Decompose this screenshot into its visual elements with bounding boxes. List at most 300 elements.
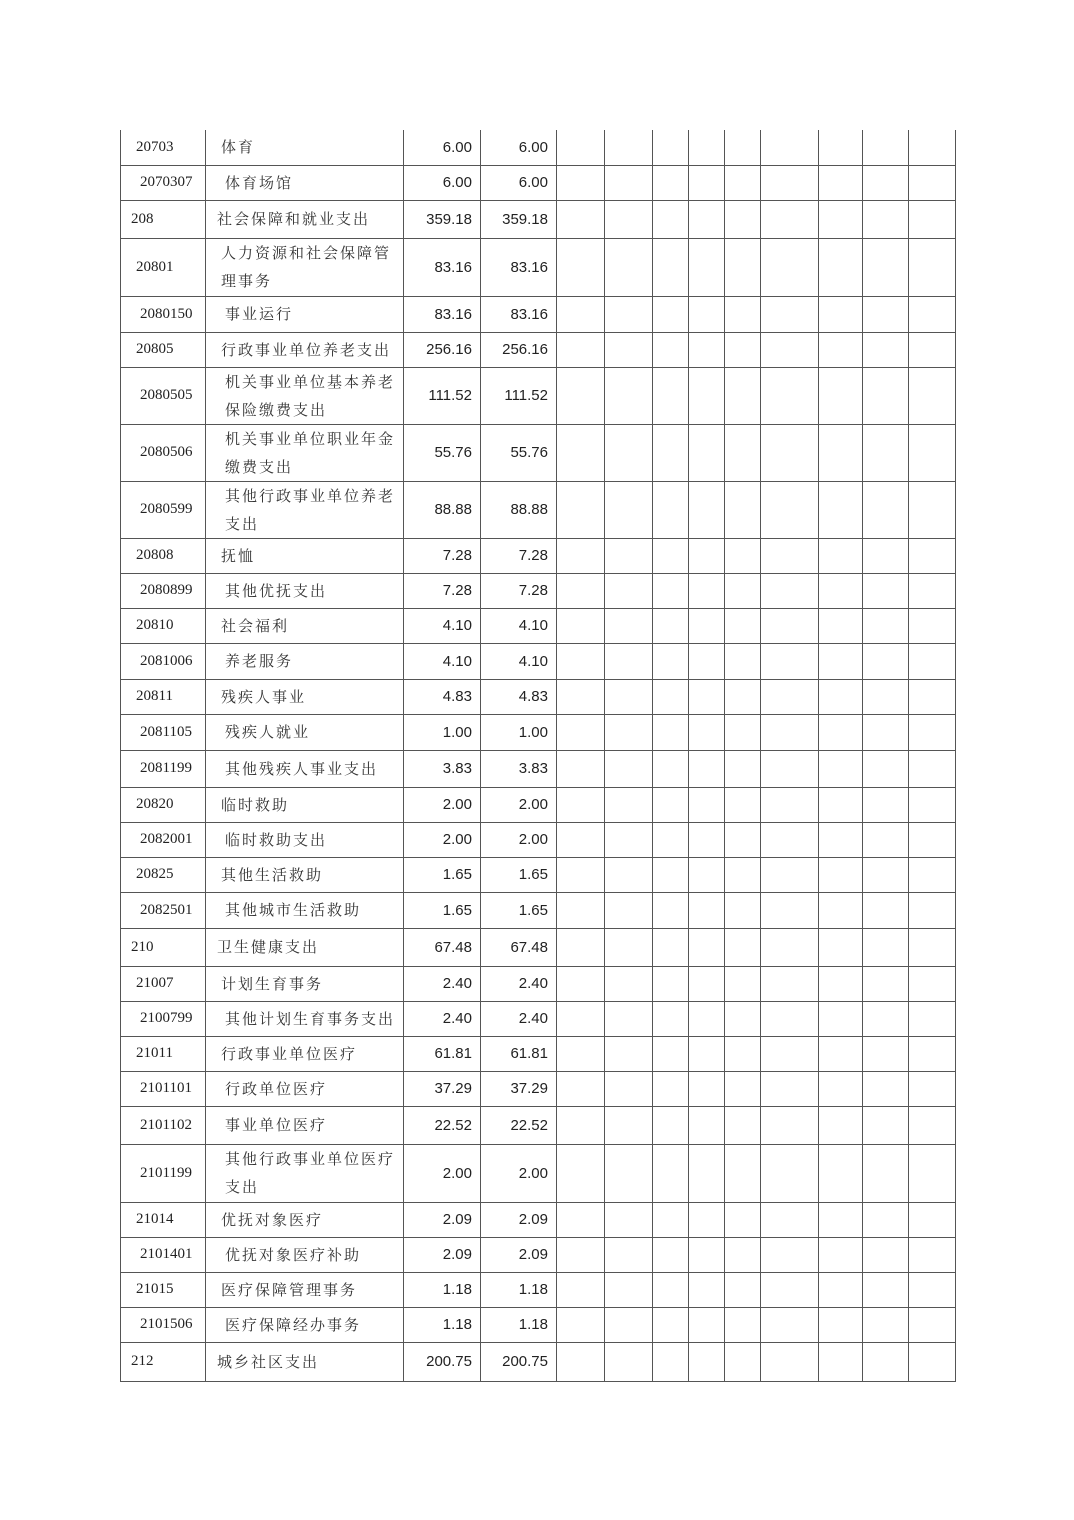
basic-expenditure-cell: 1.65 (481, 892, 557, 928)
empty-cell (761, 1202, 819, 1237)
empty-cell (909, 200, 956, 238)
empty-cell (863, 200, 909, 238)
empty-cell (819, 608, 863, 643)
empty-cell (689, 296, 725, 332)
empty-cell (761, 787, 819, 822)
empty-cell (761, 367, 819, 424)
empty-cell (605, 1237, 653, 1272)
account-code-cell: 20801 (121, 238, 206, 296)
empty-cell (689, 573, 725, 608)
empty-cell (653, 679, 689, 714)
empty-cell (689, 1036, 725, 1071)
total-amount-cell: 2.40 (404, 1001, 481, 1036)
empty-cell (725, 966, 761, 1001)
empty-cell (909, 1001, 956, 1036)
account-code-cell: 21007 (121, 966, 206, 1001)
account-code-cell: 21015 (121, 1272, 206, 1307)
table-row (121, 1342, 956, 1381)
empty-cell (605, 1071, 653, 1106)
account-name-cell: 事业运行 (206, 296, 404, 332)
empty-cell (689, 928, 725, 966)
account-code-cell: 20810 (121, 608, 206, 643)
empty-cell (819, 679, 863, 714)
empty-cell (605, 165, 653, 200)
empty-cell (653, 608, 689, 643)
empty-cell (819, 750, 863, 787)
account-name-cell: 社会保障和就业支出 (206, 200, 404, 238)
table-row (121, 1237, 956, 1272)
empty-cell (653, 822, 689, 857)
empty-cell (653, 200, 689, 238)
total-amount-cell: 88.88 (404, 481, 481, 538)
table-row (121, 787, 956, 822)
empty-cell (605, 367, 653, 424)
empty-cell (653, 1036, 689, 1071)
empty-cell (653, 1071, 689, 1106)
empty-cell (909, 714, 956, 750)
empty-cell (689, 750, 725, 787)
empty-cell (909, 367, 956, 424)
empty-cell (725, 1342, 761, 1381)
account-code-cell: 2081006 (121, 643, 206, 679)
empty-cell (863, 1202, 909, 1237)
account-name-cell: 人力资源和社会保障管理事务 (206, 238, 404, 296)
empty-cell (761, 714, 819, 750)
empty-cell (909, 332, 956, 367)
total-amount-cell: 2.00 (404, 787, 481, 822)
account-name-cell: 其他行政事业单位医疗支出 (206, 1144, 404, 1202)
empty-cell (557, 1106, 605, 1144)
empty-cell (689, 679, 725, 714)
table-row (121, 130, 956, 165)
empty-cell (725, 1071, 761, 1106)
empty-cell (761, 643, 819, 679)
account-name-cell: 体育 (206, 130, 404, 165)
empty-cell (725, 1036, 761, 1071)
account-code-cell: 2081105 (121, 714, 206, 750)
empty-cell (819, 130, 863, 165)
empty-cell (689, 332, 725, 367)
empty-cell (725, 481, 761, 538)
table-row (121, 1202, 956, 1237)
account-name-cell: 社会福利 (206, 608, 404, 643)
account-name-cell: 临时救助支出 (206, 822, 404, 857)
account-name-cell: 体育场馆 (206, 165, 404, 200)
empty-cell (761, 966, 819, 1001)
empty-cell (819, 1202, 863, 1237)
empty-cell (819, 1144, 863, 1202)
empty-cell (725, 1202, 761, 1237)
basic-expenditure-cell: 61.81 (481, 1036, 557, 1071)
empty-cell (725, 857, 761, 892)
empty-cell (605, 296, 653, 332)
basic-expenditure-cell: 4.83 (481, 679, 557, 714)
empty-cell (863, 424, 909, 481)
empty-cell (689, 538, 725, 573)
account-name-cell: 优抚对象医疗 (206, 1202, 404, 1237)
empty-cell (557, 538, 605, 573)
empty-cell (761, 1307, 819, 1342)
empty-cell (761, 538, 819, 573)
empty-cell (761, 1144, 819, 1202)
empty-cell (605, 573, 653, 608)
basic-expenditure-cell: 83.16 (481, 238, 557, 296)
table-row (121, 1307, 956, 1342)
basic-expenditure-cell: 2.00 (481, 787, 557, 822)
total-amount-cell: 2.09 (404, 1202, 481, 1237)
table-row (121, 1071, 956, 1106)
empty-cell (557, 238, 605, 296)
empty-cell (863, 857, 909, 892)
empty-cell (605, 1144, 653, 1202)
empty-cell (761, 424, 819, 481)
empty-cell (909, 130, 956, 165)
account-name-cell: 残疾人事业 (206, 679, 404, 714)
table-row (121, 424, 956, 481)
empty-cell (653, 1342, 689, 1381)
empty-cell (605, 130, 653, 165)
account-code-cell: 2080505 (121, 367, 206, 424)
empty-cell (557, 200, 605, 238)
basic-expenditure-cell: 2.09 (481, 1237, 557, 1272)
empty-cell (605, 1001, 653, 1036)
empty-cell (605, 750, 653, 787)
empty-cell (689, 787, 725, 822)
empty-cell (863, 1307, 909, 1342)
empty-cell (761, 1071, 819, 1106)
empty-cell (689, 165, 725, 200)
empty-cell (689, 1144, 725, 1202)
empty-cell (557, 822, 605, 857)
total-amount-cell: 6.00 (404, 165, 481, 200)
basic-expenditure-cell: 111.52 (481, 367, 557, 424)
basic-expenditure-cell: 22.52 (481, 1106, 557, 1144)
total-amount-cell: 22.52 (404, 1106, 481, 1144)
empty-cell (689, 481, 725, 538)
empty-cell (909, 679, 956, 714)
total-amount-cell: 7.28 (404, 573, 481, 608)
empty-cell (761, 892, 819, 928)
empty-cell (761, 1272, 819, 1307)
account-code-cell: 2082001 (121, 822, 206, 857)
table-row (121, 822, 956, 857)
account-name-cell: 其他计划生育事务支出 (206, 1001, 404, 1036)
empty-cell (725, 1001, 761, 1036)
account-code-cell: 210 (121, 928, 206, 966)
empty-cell (557, 1307, 605, 1342)
empty-cell (909, 643, 956, 679)
empty-cell (761, 1036, 819, 1071)
account-name-cell: 残疾人就业 (206, 714, 404, 750)
total-amount-cell: 6.00 (404, 130, 481, 165)
total-amount-cell: 256.16 (404, 332, 481, 367)
empty-cell (689, 608, 725, 643)
empty-cell (689, 857, 725, 892)
account-name-cell: 城乡社区支出 (206, 1342, 404, 1381)
account-name-cell: 其他优抚支出 (206, 573, 404, 608)
empty-cell (863, 1036, 909, 1071)
total-amount-cell: 83.16 (404, 238, 481, 296)
empty-cell (863, 1342, 909, 1381)
empty-cell (819, 200, 863, 238)
empty-cell (863, 892, 909, 928)
empty-cell (863, 1001, 909, 1036)
empty-cell (909, 296, 956, 332)
total-amount-cell: 4.83 (404, 679, 481, 714)
total-amount-cell: 7.28 (404, 538, 481, 573)
account-name-cell: 其他生活救助 (206, 857, 404, 892)
empty-cell (557, 1342, 605, 1381)
empty-cell (863, 714, 909, 750)
empty-cell (557, 165, 605, 200)
empty-cell (605, 200, 653, 238)
table-row (121, 332, 956, 367)
basic-expenditure-cell: 55.76 (481, 424, 557, 481)
account-code-cell: 2101101 (121, 1071, 206, 1106)
account-code-cell: 20811 (121, 679, 206, 714)
account-name-cell: 其他行政事业单位养老支出 (206, 481, 404, 538)
account-code-cell: 20703 (121, 130, 206, 165)
empty-cell (761, 679, 819, 714)
empty-cell (725, 643, 761, 679)
table-row (121, 367, 956, 424)
account-name-cell: 其他城市生活救助 (206, 892, 404, 928)
empty-cell (725, 538, 761, 573)
table-row (121, 165, 956, 200)
total-amount-cell: 1.65 (404, 857, 481, 892)
total-amount-cell: 111.52 (404, 367, 481, 424)
empty-cell (725, 714, 761, 750)
total-amount-cell: 1.18 (404, 1307, 481, 1342)
empty-cell (605, 857, 653, 892)
empty-cell (761, 1001, 819, 1036)
empty-cell (819, 892, 863, 928)
empty-cell (725, 928, 761, 966)
basic-expenditure-cell: 359.18 (481, 200, 557, 238)
empty-cell (653, 1106, 689, 1144)
total-amount-cell: 67.48 (404, 928, 481, 966)
empty-cell (557, 892, 605, 928)
empty-cell (653, 332, 689, 367)
empty-cell (725, 608, 761, 643)
empty-cell (689, 892, 725, 928)
empty-cell (605, 714, 653, 750)
empty-cell (605, 608, 653, 643)
empty-cell (653, 238, 689, 296)
empty-cell (725, 679, 761, 714)
empty-cell (761, 1237, 819, 1272)
empty-cell (557, 573, 605, 608)
basic-expenditure-cell: 6.00 (481, 165, 557, 200)
empty-cell (819, 822, 863, 857)
empty-cell (909, 538, 956, 573)
account-name-cell: 抚恤 (206, 538, 404, 573)
account-name-cell: 临时救助 (206, 787, 404, 822)
total-amount-cell: 200.75 (404, 1342, 481, 1381)
account-name-cell: 机关事业单位职业年金缴费支出 (206, 424, 404, 481)
empty-cell (819, 714, 863, 750)
total-amount-cell: 4.10 (404, 643, 481, 679)
empty-cell (863, 538, 909, 573)
basic-expenditure-cell: 2.00 (481, 1144, 557, 1202)
empty-cell (819, 1342, 863, 1381)
empty-cell (689, 822, 725, 857)
account-name-cell: 计划生育事务 (206, 966, 404, 1001)
basic-expenditure-cell: 83.16 (481, 296, 557, 332)
empty-cell (557, 608, 605, 643)
empty-cell (689, 643, 725, 679)
empty-cell (863, 1106, 909, 1144)
empty-cell (605, 679, 653, 714)
empty-cell (689, 238, 725, 296)
empty-cell (653, 750, 689, 787)
table-row (121, 238, 956, 296)
empty-cell (761, 573, 819, 608)
empty-cell (653, 857, 689, 892)
empty-cell (689, 130, 725, 165)
empty-cell (557, 643, 605, 679)
empty-cell (909, 238, 956, 296)
empty-cell (557, 714, 605, 750)
account-code-cell: 2080506 (121, 424, 206, 481)
basic-expenditure-cell: 256.16 (481, 332, 557, 367)
empty-cell (863, 238, 909, 296)
total-amount-cell: 2.00 (404, 1144, 481, 1202)
empty-cell (819, 643, 863, 679)
empty-cell (909, 1106, 956, 1144)
empty-cell (819, 1272, 863, 1307)
empty-cell (689, 1272, 725, 1307)
empty-cell (863, 367, 909, 424)
empty-cell (605, 822, 653, 857)
empty-cell (689, 966, 725, 1001)
account-code-cell: 20805 (121, 332, 206, 367)
empty-cell (761, 130, 819, 165)
empty-cell (725, 892, 761, 928)
empty-cell (689, 1202, 725, 1237)
empty-cell (725, 573, 761, 608)
empty-cell (725, 1307, 761, 1342)
empty-cell (863, 573, 909, 608)
basic-expenditure-cell: 1.18 (481, 1307, 557, 1342)
table-row (121, 296, 956, 332)
empty-cell (909, 608, 956, 643)
empty-cell (725, 332, 761, 367)
account-code-cell: 2101102 (121, 1106, 206, 1144)
basic-expenditure-cell: 4.10 (481, 608, 557, 643)
empty-cell (863, 165, 909, 200)
empty-cell (909, 573, 956, 608)
empty-cell (863, 750, 909, 787)
empty-cell (909, 481, 956, 538)
total-amount-cell: 359.18 (404, 200, 481, 238)
empty-cell (653, 130, 689, 165)
total-amount-cell: 3.83 (404, 750, 481, 787)
empty-cell (909, 966, 956, 1001)
empty-cell (909, 424, 956, 481)
empty-cell (653, 928, 689, 966)
table-row (121, 857, 956, 892)
empty-cell (863, 787, 909, 822)
empty-cell (653, 573, 689, 608)
empty-cell (863, 130, 909, 165)
table-row (121, 573, 956, 608)
table-row (121, 481, 956, 538)
empty-cell (909, 165, 956, 200)
basic-expenditure-cell: 6.00 (481, 130, 557, 165)
empty-cell (725, 1237, 761, 1272)
empty-cell (605, 966, 653, 1001)
empty-cell (557, 424, 605, 481)
empty-cell (819, 1307, 863, 1342)
empty-cell (605, 643, 653, 679)
empty-cell (557, 966, 605, 1001)
empty-cell (557, 750, 605, 787)
empty-cell (605, 538, 653, 573)
empty-cell (689, 200, 725, 238)
total-amount-cell: 83.16 (404, 296, 481, 332)
empty-cell (761, 296, 819, 332)
empty-cell (653, 966, 689, 1001)
empty-cell (653, 1001, 689, 1036)
empty-cell (819, 1106, 863, 1144)
total-amount-cell: 2.00 (404, 822, 481, 857)
empty-cell (725, 1106, 761, 1144)
empty-cell (909, 928, 956, 966)
basic-expenditure-cell: 1.65 (481, 857, 557, 892)
empty-cell (605, 424, 653, 481)
account-name-cell: 医疗保障经办事务 (206, 1307, 404, 1342)
table-row (121, 1106, 956, 1144)
empty-cell (819, 1237, 863, 1272)
empty-cell (761, 928, 819, 966)
empty-cell (605, 1106, 653, 1144)
empty-cell (725, 367, 761, 424)
empty-cell (605, 787, 653, 822)
empty-cell (909, 892, 956, 928)
empty-cell (725, 750, 761, 787)
empty-cell (819, 367, 863, 424)
table-row (121, 750, 956, 787)
empty-cell (863, 1237, 909, 1272)
empty-cell (863, 608, 909, 643)
table-row (121, 1036, 956, 1071)
empty-cell (557, 481, 605, 538)
account-code-cell: 2080150 (121, 296, 206, 332)
empty-cell (689, 1342, 725, 1381)
basic-expenditure-cell: 2.00 (481, 822, 557, 857)
empty-cell (725, 296, 761, 332)
account-name-cell: 行政事业单位养老支出 (206, 332, 404, 367)
empty-cell (819, 787, 863, 822)
basic-expenditure-cell: 200.75 (481, 1342, 557, 1381)
empty-cell (761, 1342, 819, 1381)
basic-expenditure-cell: 7.28 (481, 573, 557, 608)
total-amount-cell: 61.81 (404, 1036, 481, 1071)
empty-cell (909, 1307, 956, 1342)
total-amount-cell: 1.18 (404, 1272, 481, 1307)
empty-cell (863, 481, 909, 538)
empty-cell (761, 200, 819, 238)
account-code-cell: 2101401 (121, 1237, 206, 1272)
empty-cell (653, 1307, 689, 1342)
empty-cell (653, 892, 689, 928)
table-row (121, 608, 956, 643)
empty-cell (653, 1144, 689, 1202)
empty-cell (761, 1106, 819, 1144)
empty-cell (725, 424, 761, 481)
empty-cell (653, 1237, 689, 1272)
